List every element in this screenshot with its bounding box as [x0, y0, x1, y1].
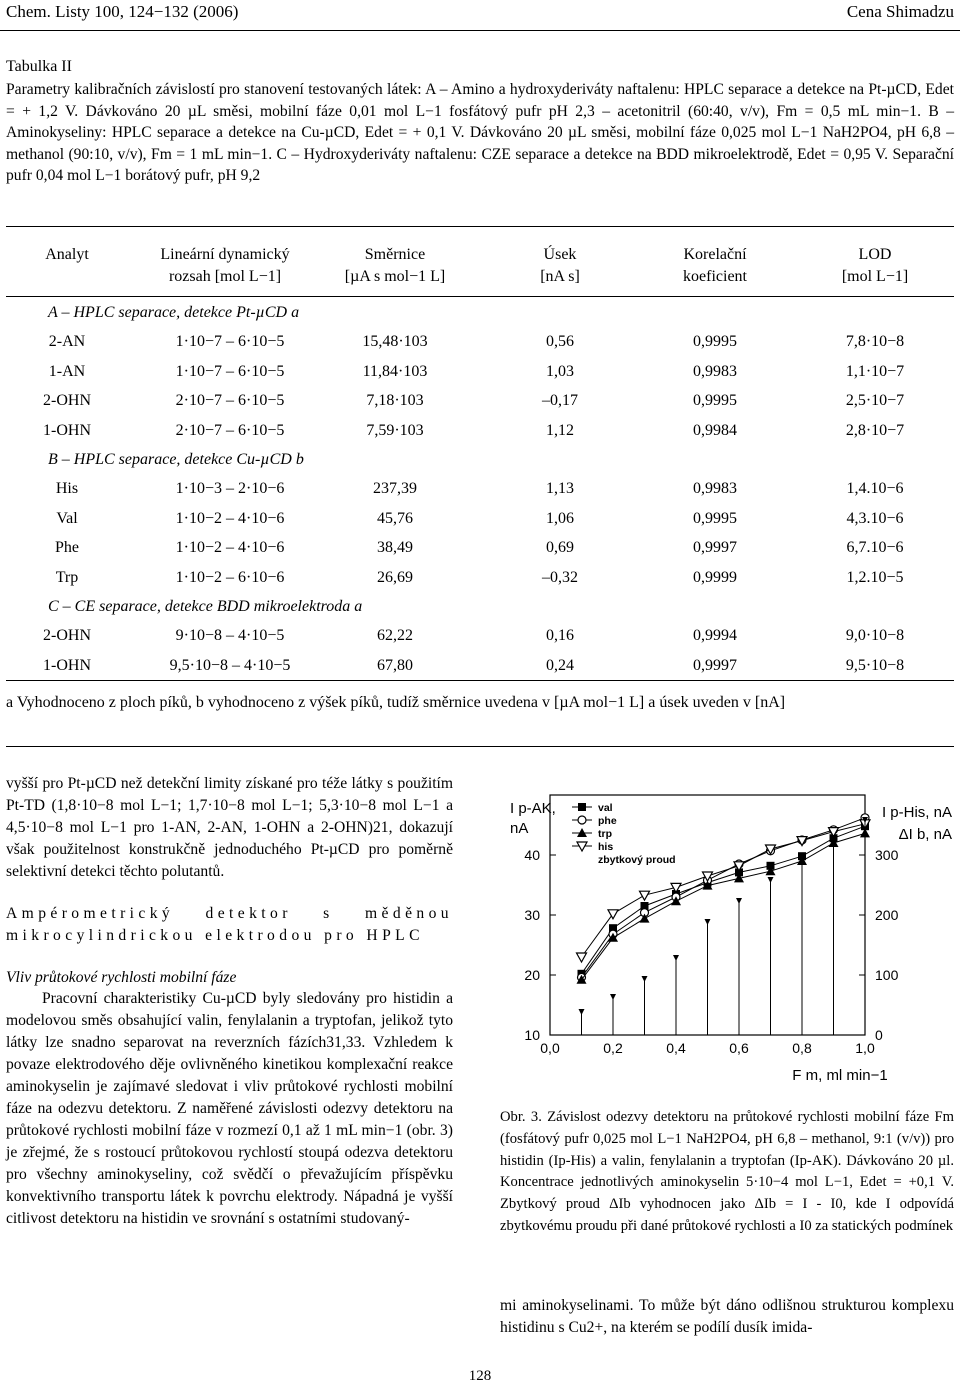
cell-slope: 26,69: [377, 568, 413, 586]
x-tick-label: 0,4: [666, 1040, 686, 1056]
cell-range: 2·10−7 – 6·10−5: [175, 421, 285, 439]
table-section-title: B – HPLC separace, detekce Cu-µCD b: [48, 451, 304, 468]
y-right-axis-label: I p-His, nA: [881, 804, 952, 821]
table-caption: Parametry kalibračních závislostí pro stanovení testovaných látek: A – Amino a hydroxyderiváty naftalenu: HPLC separace a detekce na Pt-µCD, Edet = + 1,2 V. Dávkováno 20 µL směsi, mobilní fáze 0,01 mol L−1 fosfátový pufr pH 2,3 – acetonitril (60:40, v/v), Fm = 0,5 mL min−1. B – Aminokyseliny: HPLC separace a detekce na Cu-µCD, Edet = + 0,1 V. Dávkováno 20 µL směsi, mobilní fáze 0,025 mol L−1 NaH2PO4, pH 6,8 – methanol (90:10, v/v), Fm = 1 mL min−1. C – Hydroxyderiváty naftalenu: CZE separace a detekce na BDD mikroelektrodě, Edet = 0,95 V. Separační pufr 0,04 mol L−1 borátový pufr, pH 9,2: [6, 81, 954, 184]
cell-range: 1·10−2 – 4·10−6: [175, 509, 285, 527]
cell-lod: 4,3.10−6: [846, 509, 904, 527]
cell-correlation: 0,9984: [693, 421, 737, 439]
x-tick-label: 0,0: [540, 1040, 560, 1056]
cell-range: 1·10−2 – 4·10−6: [175, 539, 285, 556]
series-line-val: [582, 826, 866, 974]
x-tick-label: 1,0: [855, 1040, 875, 1056]
cell-range: 2·10−7 – 6·10−5: [175, 392, 285, 409]
cell-analyt: Val: [56, 509, 78, 527]
legend-marker: [578, 816, 586, 824]
cell-intercept: 0,56: [546, 333, 574, 350]
cell-analyt: 1-AN: [48, 362, 86, 380]
cell-slope: 7,59·103: [366, 421, 424, 439]
y-left-tick-label: 30: [524, 907, 540, 923]
cell-analyt: 1-OHN: [43, 656, 91, 674]
cell-correlation: 0,9997: [693, 539, 737, 556]
header-rule: [0, 30, 960, 31]
cell-range: 1·10−7 – 6·10−5: [175, 333, 285, 350]
cell-intercept: 1,06: [546, 509, 574, 527]
running-header-journal: Chem. Listy 100, 124−132 (2006): [6, 2, 239, 21]
figure-caption: Obr. 3. Závislost odezvy detektoru na průtokové rychlosti mobilní fáze Fm (fosfátový pufr 0,025 mol L−1 NaH2PO4, pH 6,8 – methanol, 9:1 (v/v)) pro histidin (Ip-His) a valin, fenylalanin a tryptofan (Ip-AK). Dávkováno 20 µl. Koncentrace jednotlivých aminokyselin 5·10−4 mol L−1, Edet = +0,1 V. Zbytkový proud ΔIb vyhodnocen jako ΔIb = I - I0, kde I odpovídá zbytkovému proudu při dané průtokové rychlosti a I0 za statických podmínek: [500, 1109, 954, 1234]
cell-lod: 2,5·10−7: [845, 392, 905, 409]
cell-analyt: Phe: [55, 539, 79, 556]
cell-intercept: 1,12: [546, 421, 574, 439]
cell-range: 1·10−7 – 6·10−5: [175, 362, 285, 380]
series-point-his: [577, 953, 587, 962]
cell-correlation: 0,9995: [693, 392, 737, 409]
right-column-text: mi aminokyselinami. To může být dáno odlišnou strukturou komplexu histidinu s Cu2+, na kterém se podílí dusík imida-: [500, 1297, 954, 1336]
y-right-tick-label: 0: [875, 1027, 883, 1043]
cell-lod: 2,8·10−7: [845, 421, 905, 439]
y-left-axis-label-unit: nA: [510, 820, 529, 837]
table-bottom-rule: [6, 680, 954, 681]
cell-intercept: 0,16: [546, 627, 574, 644]
running-header-sponsor: Cena Shimadzu: [846, 2, 954, 21]
cell-analyt: 2-AN: [48, 333, 86, 350]
table-section-title: A – HPLC separace, detekce Pt-µCD a: [48, 304, 300, 321]
col-header-correlation: Korelační koeficient: [683, 246, 747, 285]
cell-range: 1·10−3 – 2·10−6: [175, 480, 285, 497]
residual-current-arrowhead: [579, 1009, 585, 1015]
legend-label: his: [598, 841, 614, 853]
cell-lod: 9,5·10−8: [845, 656, 905, 674]
legend-label: trp: [598, 828, 612, 840]
col-header-intercept: Úsek [nA s]: [540, 246, 580, 285]
cell-slope: 67,80: [377, 656, 413, 674]
cell-analyt: 2-OHN: [43, 392, 91, 409]
x-axis-label: F m, ml min−1: [792, 1067, 888, 1084]
cell-analyt: His: [55, 480, 79, 497]
legend-marker: [578, 803, 586, 811]
cell-range: 1·10−2 – 6·10−6: [175, 568, 285, 586]
cell-analyt: 1-OHN: [43, 421, 91, 439]
figure-3: [490, 775, 960, 1095]
col-header-slope: Směrnice [µA s mol−1 L]: [344, 246, 446, 285]
y-right-tick-label: 100: [875, 967, 899, 983]
cell-lod: 1,2.10−5: [846, 568, 904, 586]
page-number: 128: [468, 1368, 492, 1384]
series-line-his: [582, 824, 866, 957]
y-left-tick-label: 10: [524, 1027, 540, 1043]
cell-intercept: 0,24: [546, 656, 574, 674]
table-title: Tabulka II: [6, 58, 72, 75]
subsection-heading: Vliv průtokové rychlosti mobilní fáze: [6, 968, 237, 986]
cell-correlation: 0,9983: [693, 480, 737, 497]
y-right-tick-label: 200: [875, 907, 899, 923]
left-column: [6, 773, 453, 1229]
cell-intercept: –0,32: [542, 568, 578, 586]
paragraph-1: vyšší pro Pt-µCD než detekční limity získané pro téže látky s použitím Pt-TD (1,8·10−8 mol L−1; 1,7·10−8 mol L−1; 5,3·10−8 mol L−1 a 4,5·10−8 mol L−1 pro 1-AN, 2-AN, 1-OHN a 2-OHN)21, dokazují však použitelnost konstrukčně jednoduchého Pt-µCD pro poměrně selektivní detekci těchto polutantů.: [6, 775, 453, 880]
cell-intercept: –0,17: [542, 392, 578, 409]
legend-label: val: [598, 802, 613, 814]
cell-lod: 6,7.10−6: [846, 539, 904, 556]
cell-analyt: 2-OHN: [43, 627, 91, 644]
y-right-tick-label: 300: [875, 847, 899, 863]
cell-slope: 237,39: [373, 480, 417, 497]
cell-correlation: 0,9994: [693, 627, 737, 644]
cell-lod: 9,0·10−8: [845, 627, 905, 644]
cell-slope: 62,22: [377, 627, 413, 644]
residual-current-arrowhead: [610, 994, 616, 1000]
cell-correlation: 0,9995: [693, 509, 737, 527]
cell-lod: 7,8·10−8: [845, 333, 905, 350]
cell-analyt: Trp: [55, 568, 79, 586]
cell-intercept: 1,03: [546, 362, 574, 380]
table-footnote: a Vyhodnoceno z ploch píků, b vyhodnoceno z výšek píků, tudíž směrnice uvedena v [µA mol−1 L] a úsek uveden v [nA]: [6, 694, 786, 711]
col-header-lod: LOD [mol L−1]: [841, 246, 909, 285]
section-rule: [6, 746, 954, 747]
cell-range: 9,5·10−8 – 4·10−5: [169, 656, 291, 674]
cell-slope: 38,49: [377, 539, 413, 556]
y-right-axis-label-2: ΔI b, nA: [898, 826, 952, 843]
residual-current-arrowhead: [768, 877, 774, 883]
residual-current-arrowhead: [705, 919, 711, 925]
series-point-his: [640, 891, 650, 900]
residual-current-arrowhead: [736, 898, 742, 904]
table-section-title: C – CE separace, detekce BDD mikroelektroda a: [48, 598, 363, 615]
cell-range: 9·10−8 – 4·10−5: [175, 627, 285, 644]
table-top-rule: [6, 226, 954, 227]
x-tick-label: 0,2: [603, 1040, 623, 1056]
flow-rate-chart: [490, 775, 960, 1095]
cell-slope: 11,84·103: [362, 362, 428, 380]
x-tick-label: 0,8: [792, 1040, 812, 1056]
residual-current-arrowhead: [673, 955, 679, 961]
cell-slope: 7,18·103: [366, 392, 424, 409]
cell-slope: 45,76: [377, 509, 413, 527]
cell-slope: 15,48·103: [362, 333, 428, 350]
cell-correlation: 0,9995: [693, 333, 737, 350]
cell-correlation: 0,9983: [693, 362, 737, 380]
series-line-phe: [582, 818, 866, 978]
y-left-tick-label: 40: [524, 847, 540, 863]
legend-label: zbytkový proud: [598, 854, 676, 866]
residual-current-arrowhead: [642, 976, 648, 982]
col-header-range: Lineární dynamický rozsah [mol L−1]: [160, 246, 290, 285]
paragraph-2: Pracovní charakteristiky Cu-µCD byly sledovány pro histidin a modelovou směs obsahující valin, fenylalanin a tryptofan, jelikož tyto látky lze snadno separovat na reverzních fázích31,33. Vzhledem k povaze elektrodového děje ovlivněného kinetikou komplexační reakce aminokyselin je zajímavé sledovat i vliv průtokové rychlosti mobilní fáze na odezvu detektoru. Z naměřené závislosti odezvy detektoru na průtokové rychlosti mobilní fáze v rozmezí 0,1 až 1 mL min−1 (obr. 3) je zřejmé, že s rostoucí průtokovou rychlostí stoupá odezva detektoru pro všechny aminokyseliny, což svědčí o převažujícím příspěvku konvektivního transportu látek k povrchu elektrody. Nápadná je vyšší citlivost detektoru na histidin ve srovnání s ostatními studovaný-: [6, 990, 453, 1227]
cell-lod: 1,1·10−7: [845, 362, 905, 380]
legend-label: phe: [598, 815, 617, 827]
cell-lod: 1,4.10−6: [846, 480, 904, 497]
cell-intercept: 0,69: [546, 539, 574, 556]
series-point-his: [608, 910, 618, 919]
cell-correlation: 0,9997: [693, 656, 737, 674]
x-tick-label: 0,6: [729, 1040, 749, 1056]
col-header-analyt: Analyt: [45, 246, 89, 263]
y-left-tick-label: 20: [524, 967, 540, 983]
cell-correlation: 0,9999: [693, 568, 737, 586]
y-left-axis-label: I p-AK,: [510, 800, 556, 817]
table-header-rule: [6, 296, 954, 297]
cell-intercept: 1,13: [546, 480, 574, 497]
section-heading: Ampérometrický detektor s měděnou mikrocylindrickou elektrodou pro HPLC: [6, 904, 453, 944]
